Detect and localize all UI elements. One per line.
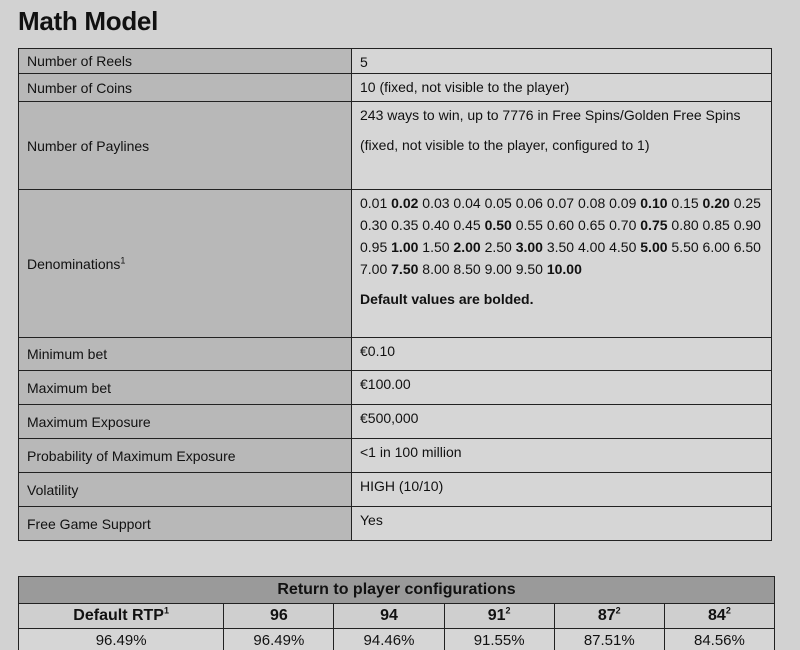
denomination-value: 7.00 [360,261,388,277]
denominations-list [360,192,763,280]
row-value: €0.10 [352,338,772,371]
rtp-header-text: 94 [380,607,398,624]
rtp-value: 96.49% [19,629,224,650]
denomination-value: 5.00 [640,239,668,255]
rtp-table [18,576,775,650]
footnote-marker: 1 [163,605,169,616]
rtp-caption: Return to player configurations [19,577,775,604]
denominations-label: Denominations [27,255,121,272]
row-label: Free Game Support [19,507,352,541]
denominations-note: Default values are bolded. [360,291,534,307]
denomination-value: 0.80 [671,217,699,233]
rtp-caption-row [19,577,775,604]
denomination-value: 0.01 [360,195,388,211]
row-value [352,102,772,190]
rtp-value: 94.46% [334,629,444,650]
denomination-value: 8.50 [453,261,481,277]
rtp-header-text: 96 [269,607,288,624]
row-value: HIGH (10/10) [352,473,772,507]
row-label: Number of Reels [19,49,352,74]
row-value: <1 in 100 million [352,439,772,473]
denomination-value: 0.90 [733,217,761,233]
denomination-value: 0.35 [391,217,419,233]
row-label: Number of Paylines [19,102,352,190]
paylines-note: (fixed, not visible to the player, configured to 1) [360,137,650,153]
denomination-value: 0.05 [484,195,512,211]
denomination-value: 9.50 [515,261,543,277]
denomination-value: 0.40 [422,217,450,233]
footnote-marker: 2 [725,605,731,616]
table-row [19,507,772,541]
rtp-header-text: 91 [487,607,506,624]
table-row [19,190,772,338]
rtp-value: 96.49% [224,629,334,650]
rtp-header [334,604,444,629]
denomination-value: 0.25 [733,195,761,211]
denomination-value: 0.60 [546,217,575,233]
denomination-value: 0.85 [702,217,730,233]
denomination-value: 0.50 [484,217,512,233]
denomination-value: 0.20 [702,195,730,211]
denomination-value: 0.10 [640,195,668,211]
denomination-value: 1.50 [422,239,450,255]
row-label: Volatility [19,473,352,507]
denomination-value: 3.50 [546,239,575,255]
denomination-value: 0.08 [577,195,606,211]
denomination-value: 0.03 [422,195,450,211]
denomination-value: 6.00 [702,239,730,255]
table-row [19,74,772,102]
denomination-value: 0.30 [360,217,388,233]
denomination-value: 2.50 [484,239,512,255]
row-value: 5 [352,49,772,74]
denomination-value: 0.04 [453,195,481,211]
paylines-text: 243 ways to win, up to 7776 in Free Spins/Golden Free Spins [360,107,741,123]
denomination-value: 0.06 [515,195,543,211]
table-row [19,371,772,405]
denomination-value: 0.70 [609,217,637,233]
rtp-header-text: 84 [708,607,726,624]
rtp-value-row [19,629,775,650]
row-value: 10 (fixed, not visible to the player) [352,74,772,102]
denomination-value: 0.45 [453,217,481,233]
table-row [19,473,772,507]
page-title: Math Model [18,6,158,36]
rtp-header-text: Default RTP [73,607,164,624]
denomination-value: 7.50 [391,261,419,277]
rtp-value: 91.55% [444,629,554,650]
row-label: Maximum bet [19,371,352,405]
denomination-value: 8.00 [422,261,450,277]
denomination-value: 0.65 [577,217,606,233]
denomination-value: 0.55 [515,217,543,233]
denomination-value: 0.75 [640,217,668,233]
denomination-value: 4.00 [577,239,606,255]
denomination-value: 2.00 [453,239,481,255]
math-model-table [18,48,772,541]
rtp-value: 84.56% [664,629,774,650]
table-row [19,439,772,473]
denomination-value: 0.95 [360,239,388,255]
rtp-value: 87.51% [554,629,664,650]
rtp-header [554,604,664,629]
table-row [19,102,772,190]
row-label: Minimum bet [19,338,352,371]
row-value: €500,000 [352,405,772,439]
table-row [19,405,772,439]
denomination-value: 10.00 [546,261,582,277]
table-row [19,338,772,371]
rtp-header [224,604,334,629]
denomination-value: 0.09 [609,195,637,211]
row-value [352,190,772,338]
denomination-value: 0.02 [391,195,419,211]
row-label: Probability of Maximum Exposure [19,439,352,473]
denomination-value: 0.07 [546,195,575,211]
footnote-marker: 2 [505,605,511,616]
denomination-value: 1.00 [391,239,419,255]
rtp-header-row [19,604,775,629]
rtp-header [444,604,554,629]
row-value: Yes [352,507,772,541]
row-label: Maximum Exposure [19,405,352,439]
footnote-marker: 2 [615,605,621,616]
rtp-header [19,604,224,629]
table-row [19,49,772,74]
footnote-marker: 1 [120,254,126,265]
denomination-value: 3.00 [515,239,543,255]
row-label: Number of Coins [19,74,352,102]
denomination-value: 5.50 [671,239,699,255]
rtp-header [664,604,774,629]
row-label [19,190,352,338]
denomination-value: 4.50 [609,239,637,255]
rtp-header-text: 87 [597,607,616,624]
denomination-value: 0.15 [671,195,699,211]
row-value: €100.00 [352,371,772,405]
denomination-value: 6.50 [733,239,761,255]
denomination-value: 9.00 [484,261,512,277]
